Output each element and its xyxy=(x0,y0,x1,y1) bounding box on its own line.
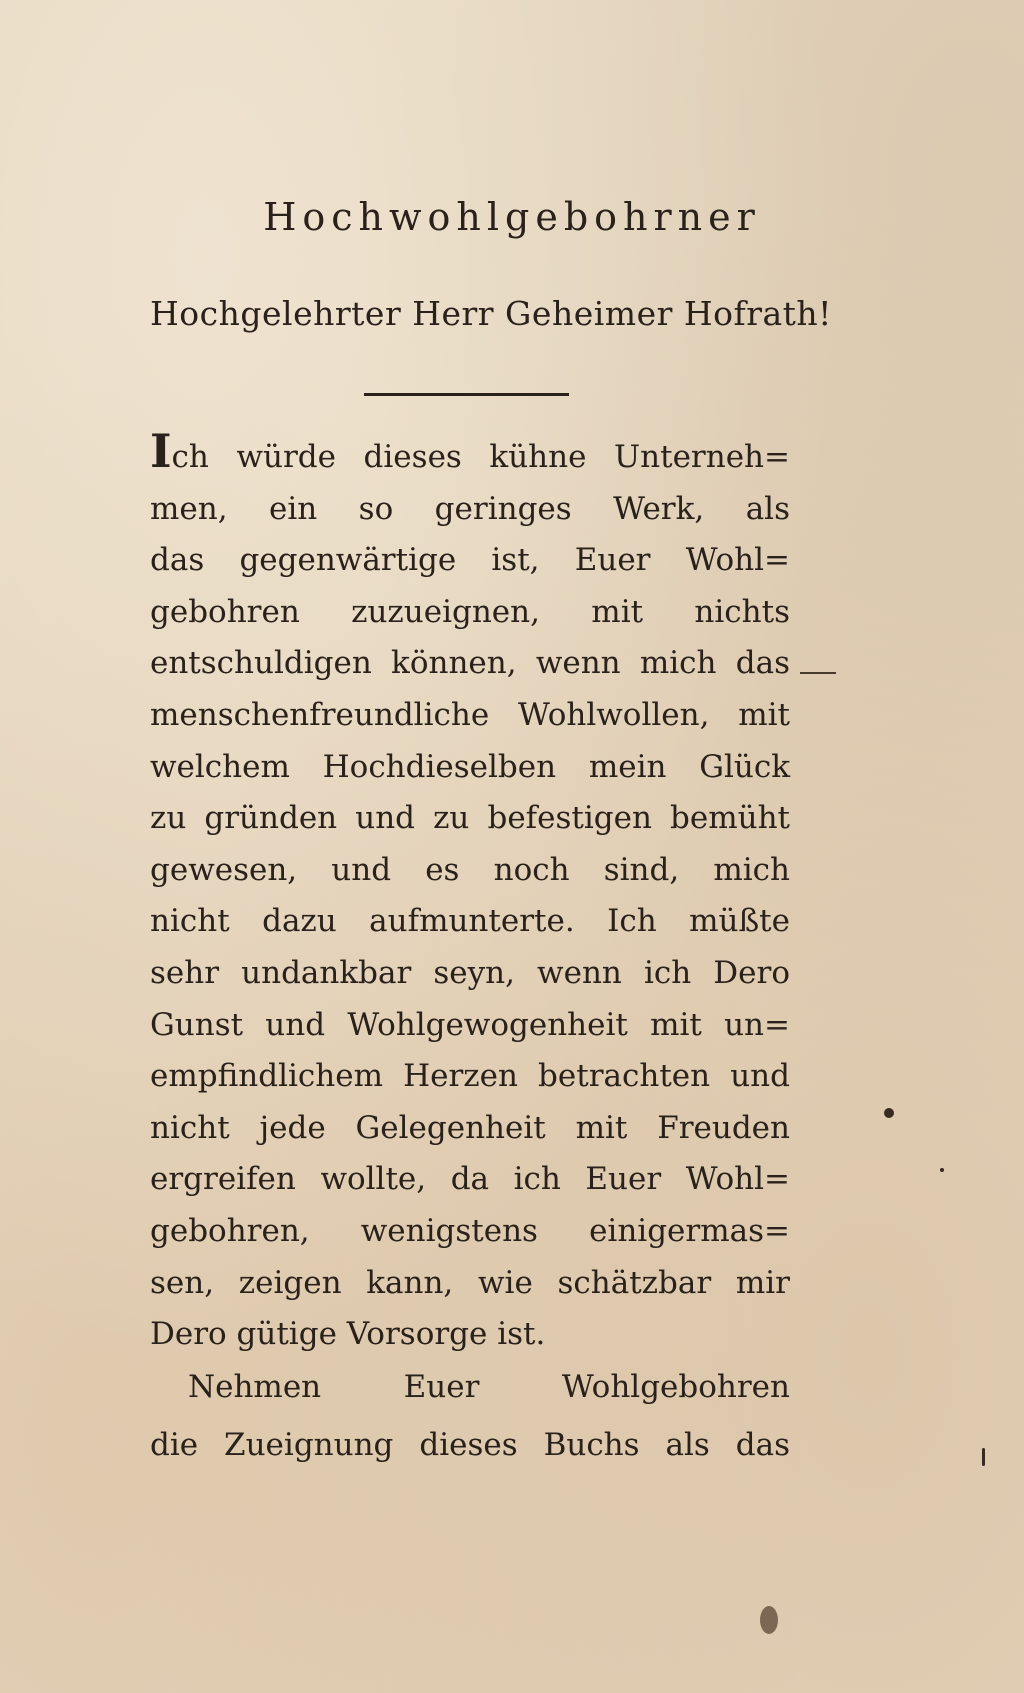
paragraph-line: gebohren zuzueignen, mit nichts xyxy=(150,593,790,630)
margin-pen-mark xyxy=(800,672,836,674)
dedication-paragraph-2 xyxy=(150,1358,790,1474)
paragraph-line: welchem Hochdieselben mein Glück xyxy=(150,748,790,785)
paragraph-line: men, ein so geringes Werk, als xyxy=(150,490,790,527)
ink-spot xyxy=(884,1108,894,1118)
salutation-line-1: Hochwohlgebohrner xyxy=(263,195,761,239)
ink-spot xyxy=(760,1606,778,1634)
salutation-line-2: Hochgelehrter Herr Geheimer Hofrath! xyxy=(150,294,832,333)
dedication-paragraph-1 xyxy=(150,424,790,1361)
paragraph-line: sen, zeigen kann, wie schätzbar mir xyxy=(150,1264,790,1301)
paragraph-line: gewesen, und es noch sind, mich xyxy=(150,851,790,888)
ink-spot xyxy=(940,1168,944,1172)
separator-rule xyxy=(364,393,569,396)
initial-letter: I xyxy=(150,424,172,478)
paragraph-line: das gegenwärtige ist, Euer Wohl= xyxy=(150,542,790,579)
paragraph-line: menschenfreundliche Wohlwollen, mit xyxy=(150,696,790,733)
paragraph-line: Dero gütige Vorsorge ist. xyxy=(150,1316,546,1353)
paragraph-line: entschuldigen können, wenn mich das xyxy=(150,645,790,682)
paragraph-line: Ich würde dieses kühne Unterneh= xyxy=(150,424,790,478)
paragraph-line: zu gründen und zu befestigen bemüht xyxy=(150,800,790,837)
paragraph-line: nicht jede Gelegenheit mit Freuden xyxy=(150,1109,790,1146)
paragraph-line: gebohren, wenigstens einigermas= xyxy=(150,1212,790,1249)
paragraph-line: ergreifen wollte, da ich Euer Wohl= xyxy=(150,1161,790,1198)
paragraph-line: Nehmen Euer Wohlgebohren xyxy=(188,1369,790,1405)
paragraph-line: nicht dazu aufmunterte. Ich müßte xyxy=(150,903,790,940)
ink-spot xyxy=(982,1448,985,1466)
paragraph-line: die Zueignung dieses Buchs als das xyxy=(150,1427,790,1463)
paragraph-line: Gunst und Wohlgewogenheit mit un= xyxy=(150,1006,790,1043)
paragraph-line: empfindlichem Herzen betrachten und xyxy=(150,1058,790,1095)
paragraph-line: sehr undankbar seyn, wenn ich Dero xyxy=(150,954,790,991)
